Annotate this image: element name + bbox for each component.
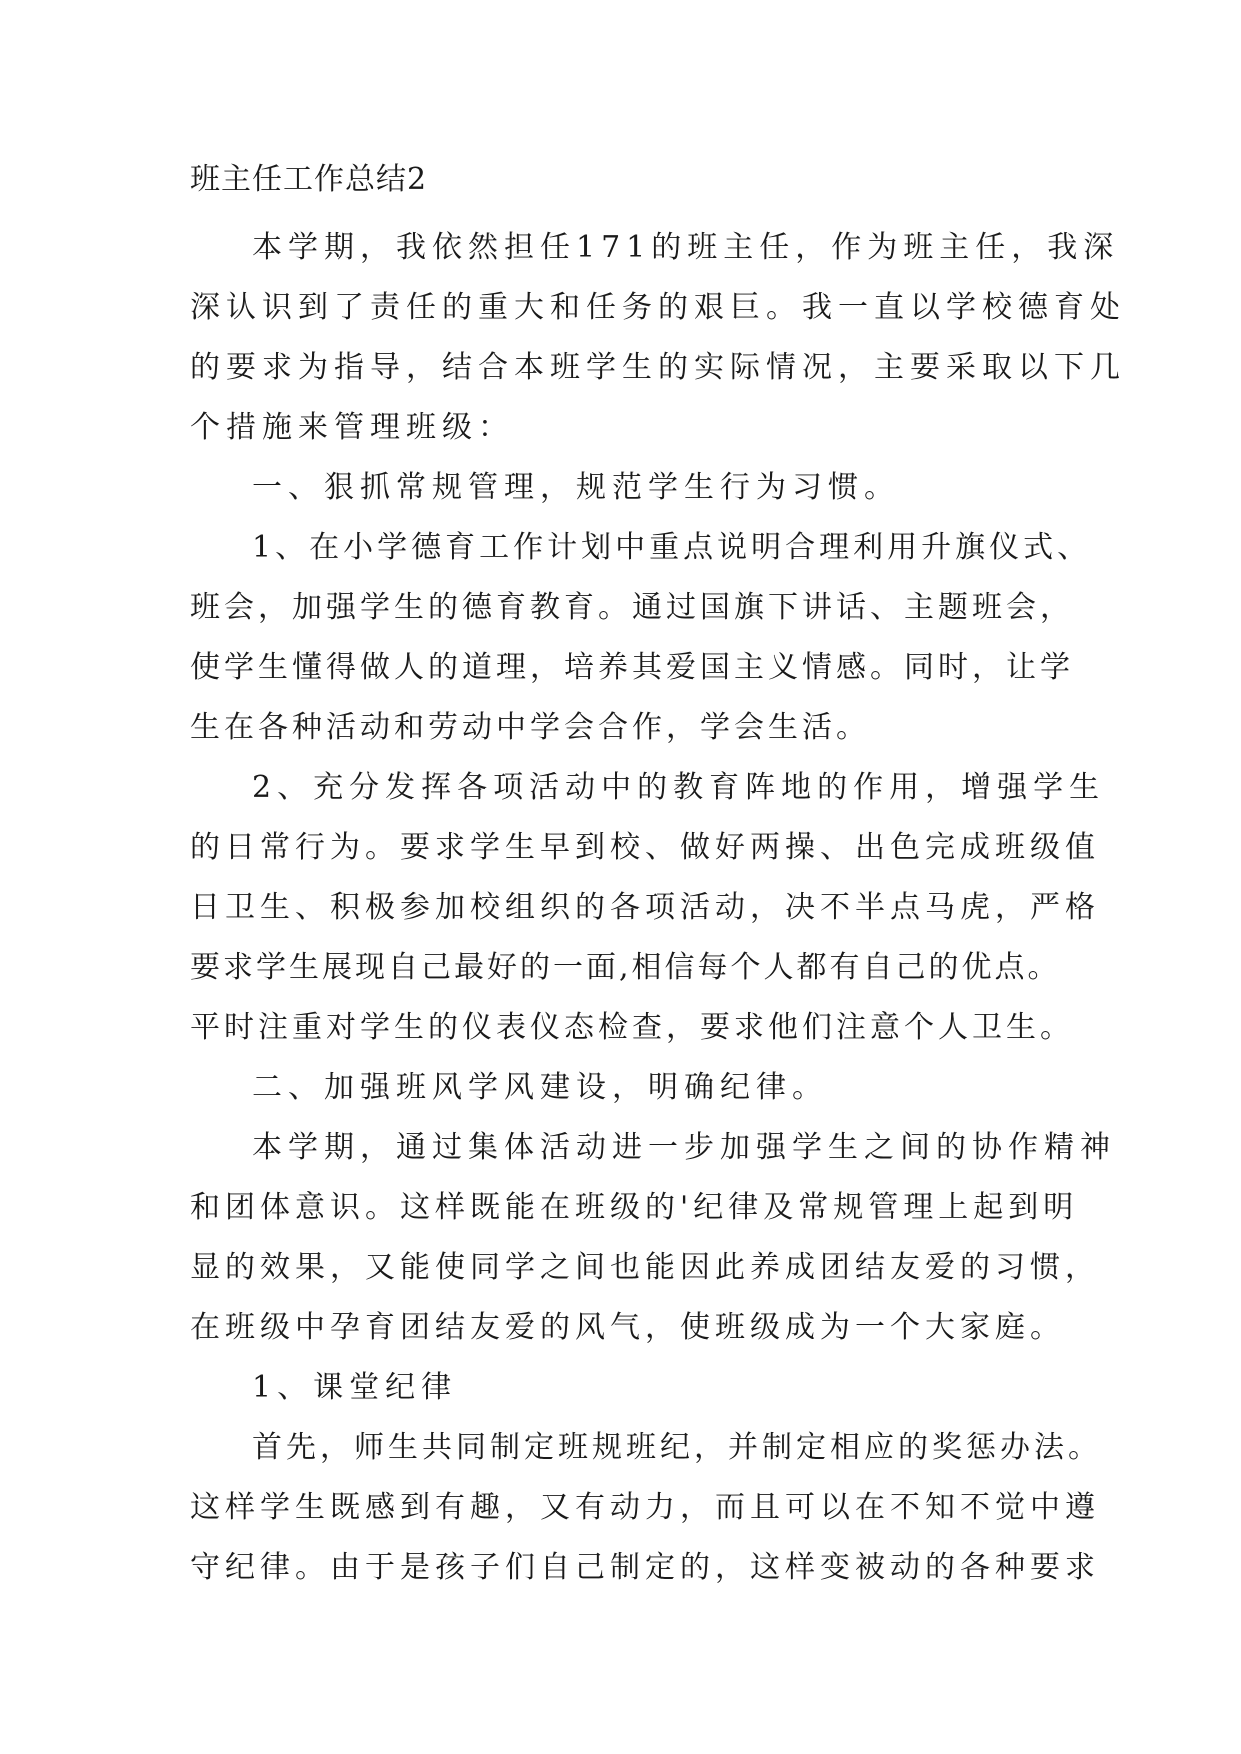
document-title: 班主任工作总结2 <box>190 162 428 197</box>
paragraph-line: 的日常行为。要求学生早到校、做好两操、出色完成班级值 <box>190 830 1100 865</box>
paragraph-line: 本学期，通过集体活动进一步加强学生之间的协作精神 <box>252 1130 1116 1165</box>
paragraph-line: 首先，师生共同制定班规班纪，并制定相应的奖惩办法。 <box>252 1430 1102 1465</box>
paragraph-line: 守纪律。由于是孩子们自己制定的，这样变被动的各种要求 <box>190 1550 1100 1585</box>
paragraph-line: 在班级中孕育团结友爱的风气，使班级成为一个大家庭。 <box>190 1310 1065 1345</box>
paragraph-line: 要求学生展现自己最好的一面,相信每个人都有自己的优点。 <box>190 950 1061 985</box>
paragraph-line: 平时注重对学生的仪表仪态检查，要求他们注意个人卫生。 <box>190 1010 1074 1045</box>
paragraph-line: 二、加强班风学风建设，明确纪律。 <box>252 1070 828 1105</box>
paragraph-line: 日卫生、积极参加校组织的各项活动，决不半点马虎，严格 <box>190 890 1100 925</box>
paragraph-line: 1、课堂纪律 <box>252 1370 458 1405</box>
paragraph-line: 显的效果，又能使同学之间也能因此养成团结友爱的习惯， <box>190 1250 1100 1285</box>
paragraph-line: 的要求为指导，结合本班学生的实际情况，主要采取以下几 <box>190 350 1126 385</box>
paragraph-line: 本学期，我依然担任171的班主任，作为班主任，我深 <box>252 230 1120 265</box>
document-body <box>190 218 1126 1598</box>
paragraph-line: 个措施来管理班级： <box>190 410 514 445</box>
paragraph-line: 和团体意识。这样既能在班级的'纪律及常规管理上起到明 <box>190 1190 1079 1225</box>
paragraph-line: 使学生懂得做人的道理，培养其爱国主义情感。同时，让学 <box>190 650 1074 685</box>
paragraph-line: 2、充分发挥各项活动中的教育阵地的作用，增强学生 <box>252 770 1106 805</box>
paragraph-line: 生在各种活动和劳动中学会合作，学会生活。 <box>190 710 870 745</box>
paragraph-line: 这样学生既感到有趣，又有动力，而且可以在不知不觉中遵 <box>190 1490 1100 1525</box>
paragraph-line: 1、在小学德育工作计划中重点说明合理利用升旗仪式、 <box>252 530 1092 565</box>
paragraph-line: 深认识到了责任的重大和任务的艰巨。我一直以学校德育处 <box>190 290 1126 325</box>
paragraph-line: 一、狠抓常规管理，规范学生行为习惯。 <box>252 470 900 505</box>
paragraph-line: 班会，加强学生的德育教育。通过国旗下讲话、主题班会， <box>190 590 1074 625</box>
